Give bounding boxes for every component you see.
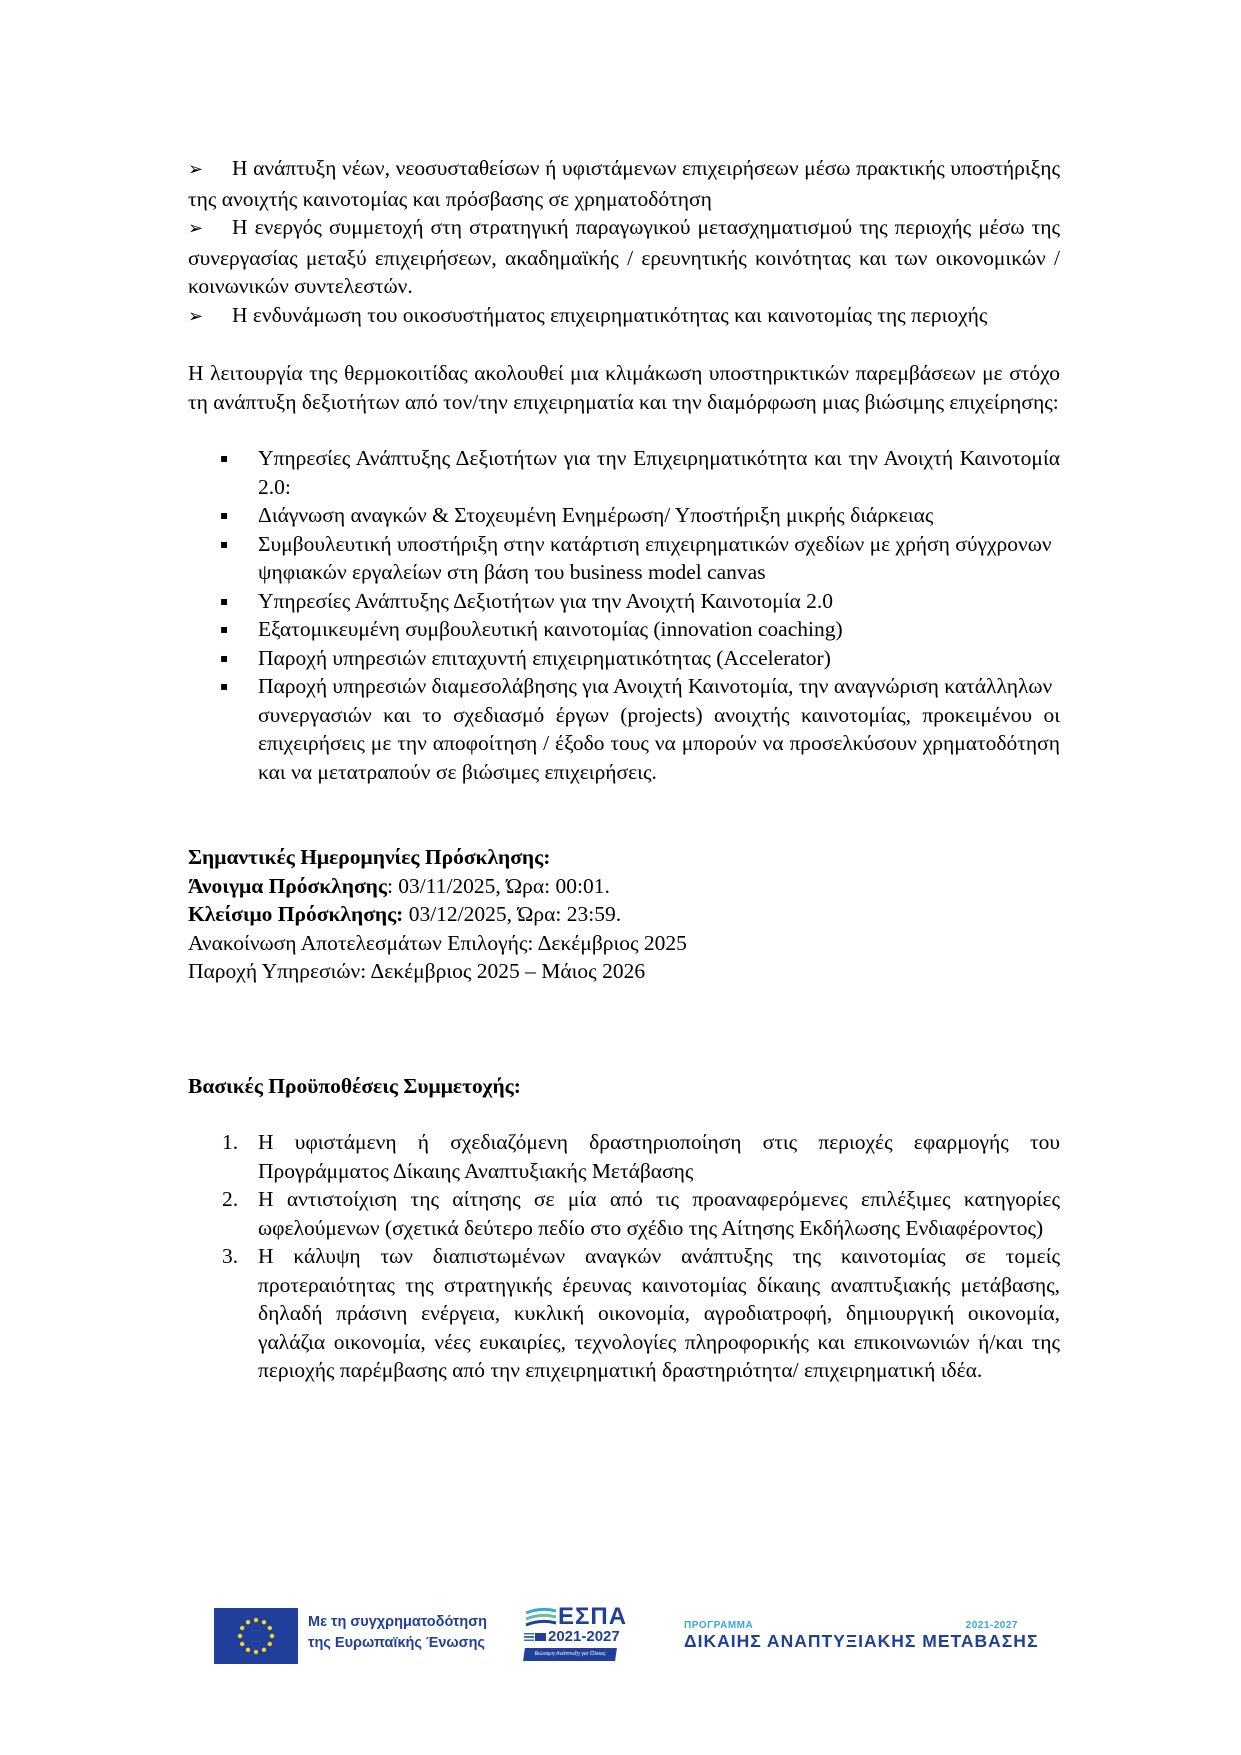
greek-flag-icon [524, 1633, 534, 1641]
square-bullet-icon: ▪ [220, 508, 229, 522]
goal-item: ➢ Η ενδυνάμωση του οικοσυστήματος επιχειρηματικότητας και καινοτομίας της περιοχής [188, 301, 1060, 332]
square-bullet-icon: ▪ [220, 593, 229, 608]
closing-date: Κλείσιμο Πρόσκλησης: 03/12/2025, Ώρα: 23:59. [188, 902, 622, 926]
service-item: ▪ Υπηρεσίες Ανάπτυξης Δεξιοτήτων για την Ανοιχτή Καινοτομία 2.0 [258, 587, 1060, 616]
eu-cofinancing-text: Με τη συγχρηματοδότηση της Ευρωπαϊκής Ένωσης [308, 1614, 488, 1651]
services-list [188, 444, 1060, 786]
espa-logo: ΕΣΠΑ 2021-2027 Βιώσιμη Ανάπτυξη για Όλους [524, 1603, 620, 1665]
requirement-item: 3. Η κάλυψη των διαπιστωμένων αναγκών ανάπτυξης της καινοτομίας σε τομείς προτεραιότητας της στρατηγικής έρευνας καινοτομίας δίκαιης αναπτυξιακής μετάβασης, δηλαδή πράσινη ενέργεια, κυκλική οικονομία, αγροδιατροφή, δημιουργική οικονομία, γαλάζια οικονομία, νέες ευκαιρίες, τεχνολογίες πληροφορικής και επικοινωνιών ή/και της περιοχής παρέμβασης από την επιχειρηματική δραστηριότητα/ επιχειρηματική ιδέα. [222, 1244, 1060, 1382]
service-item: ▪ Διάγνωση αναγκών & Στοχευμένη Ενημέρωση/ Υποστήριξη μικρής διάρκειας [258, 501, 1060, 530]
requirements-list [188, 1128, 1060, 1385]
square-bullet-icon: ▪ [220, 650, 229, 665]
square-bullet-icon: ▪ [220, 536, 229, 551]
opening-date: Άνοιγμα Πρόσκλησης: 03/11/2025, Ώρα: 00:01. [188, 873, 610, 898]
program-logo: ΠΡΟΓΡΑΜΜΑ 2021-2027 ΔΙΚΑΙΗΣ ΑΝΑΠΤΥΞΙΑΚΗΣ ΜΕΤΑΒΑΣΗΣ [684, 1620, 1039, 1651]
square-bullet-icon: ▪ [220, 622, 229, 636]
eu-flag-icon [214, 1608, 298, 1664]
document-page [188, 154, 1060, 1385]
service-item: ▪ Παροχή υπηρεσιών επιταχυντή επιχειρηματικότητας (Accelerator) [258, 644, 1060, 673]
services-period: Παροχή Υπηρεσιών: Δεκέμβριος 2025 – Μάιος 2026 [188, 959, 646, 983]
goal-item: ➢ Η ανάπτυξη νέων, νεοσυσταθείσων ή υφιστάμενων επιχειρήσεων μέσω πρακτικής υποστήριξης της ανοιχτής καινοτομίας και πρόσβασης σε χρηματοδότηση [188, 156, 1060, 211]
service-item: ▪ Υπηρεσίες Ανάπτυξης Δεξιοτήτων για την Επιχειρηματικότητα και την Ανοιχτή Καινοτομία 2.0: [220, 446, 1060, 499]
arrow-bullet-icon: ➢ [188, 305, 204, 327]
arrow-bullet-icon: ➢ [188, 159, 204, 180]
service-item: ▪ Εξατομικευμένη συμβουλευτική καινοτομίας (innovation coaching) [258, 615, 1060, 644]
dates-heading: Σημαντικές Ημερομηνίες Πρόσκλησης: [188, 845, 551, 869]
service-item: ▪ Συμβουλευτική υποστήριξη στην κατάρτιση επιχειρηματικών σχεδίων με χρήση σύγχρονων ψηφιακών εργαλείων στη βάση του business model canvas [220, 531, 1052, 584]
requirement-item: 2. Η αντιστοίχιση της αίτησης σε μία από τις προαναφερόμενες επιλέξιμες κατηγορίες ωφελούμενων (σχετικά δεύτερο πεδίο στο σχέδιο της Αίτησης Εκδήλωσης Ενδιαφέροντος) [222, 1187, 1060, 1240]
requirement-item: 1. Η υφιστάμενη ή σχεδιαζόμενη δραστηριοποίηση στις περιοχές εφαρμογής του Προγράμματος Δίκαιης Αναπτυξιακής Μετάβασης [222, 1130, 1060, 1183]
goals-list [188, 154, 1060, 331]
results-date: Ανακοίνωση Αποτελεσμάτων Επιλογής: Δεκέμβριος 2025 [188, 930, 687, 955]
requirements-heading: Βασικές Προϋποθέσεις Συμμετοχής: [188, 1073, 521, 1098]
goal-item: ➢ Η ενεργός συμμετοχή στη στρατηγική παραγωγικού μετασχηματισμού της περιοχής μέσω της συνεργασίας μεταξύ επιχειρήσεων, ακαδημαϊκής / ερευνητικής κοινότητας και των οικονομικών / κοινωνικών συντελεστών. [188, 215, 1060, 298]
square-bullet-icon: ▪ [220, 451, 229, 465]
service-item: ▪ Παροχή υπηρεσιών διαμεσολάβησης για Ανοιχτή Καινοτομία, την αναγνώριση κατάλληλων συνεργασιών και το σχεδιασμό έργων (projects) ανοιχτής καινοτομίας, προκειμένου οι επιχειρήσεις με την αποφοίτηση / έξοδο τους να μπορούν να προσελκύσουν χρηματοδότηση και να μετατραπούν σε βιώσιμες επιχειρήσεις. [220, 674, 1060, 784]
important-dates [188, 843, 1060, 986]
arrow-bullet-icon: ➢ [188, 218, 204, 239]
eu-mini-flag-icon [535, 1633, 546, 1641]
square-bullet-icon: ▪ [220, 679, 229, 693]
intro-paragraph: Η λειτουργία της θερμοκοιτίδας ακολουθεί μια κλιμάκωση υποστηρικτικών παρεμβάσεων με στόχο τη ανάπτυξη δεξιοτήτων από τον/την επιχειρηματία και την διαμόρφωση μιας βιώσιμης επιχείρησης: [188, 361, 1060, 414]
